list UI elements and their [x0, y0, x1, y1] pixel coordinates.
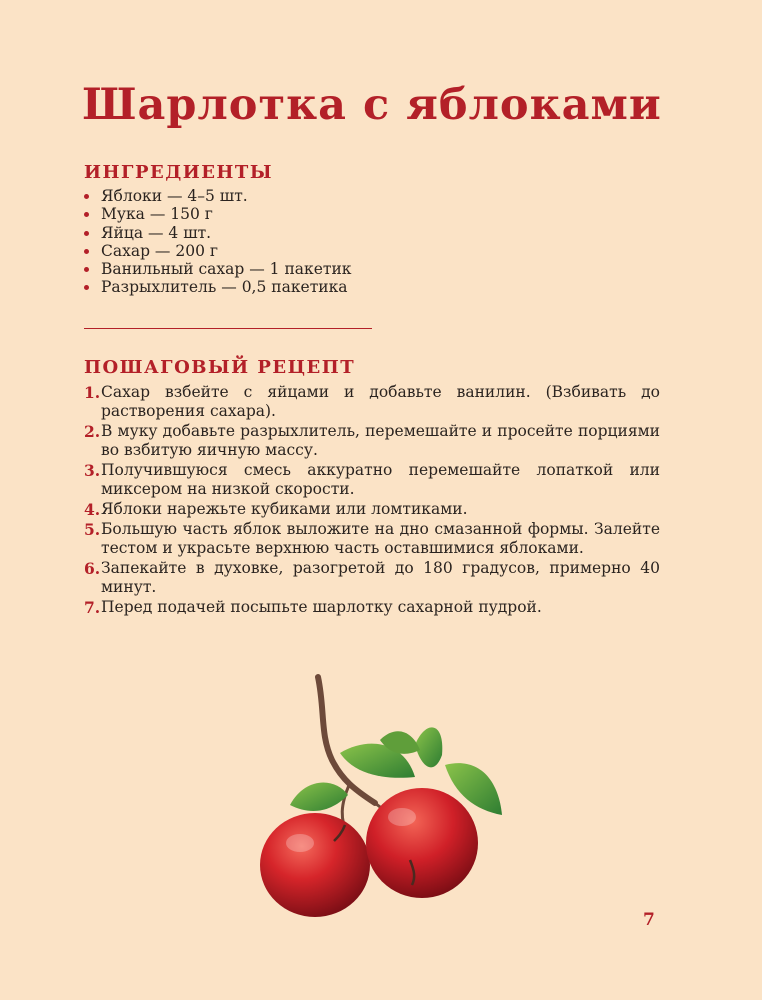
bullet-icon	[84, 231, 89, 236]
recipe-steps-list	[84, 383, 660, 618]
list-item	[84, 242, 352, 260]
step-number: 2.	[84, 422, 101, 441]
step-text: Получившуюся смесь аккуратно перемешайте лопаткой или миксером на низкой скорости.	[101, 461, 660, 498]
step-item	[84, 461, 660, 499]
page-title: Шарлотка с яблоками	[82, 80, 662, 130]
step-text: В муку добавьте разрыхлитель, перемешайте и просейте порциями во взбитую яичную массу.	[101, 422, 660, 459]
ingredient-text: Разрыхлитель — 0,5 пакетика	[101, 278, 348, 297]
page-number: 7	[643, 910, 655, 930]
step-item	[84, 500, 660, 519]
list-item	[84, 205, 352, 223]
step-number: 4.	[84, 500, 101, 519]
step-number: 7.	[84, 598, 101, 617]
step-number: 5.	[84, 520, 101, 539]
step-item	[84, 520, 660, 558]
step-number: 3.	[84, 461, 101, 480]
section-divider	[84, 328, 372, 329]
ingredient-text: Сахар — 200 г	[101, 241, 218, 260]
bullet-icon	[84, 194, 89, 199]
step-number: 6.	[84, 559, 101, 578]
step-text: Сахар взбейте с яйцами и добавьте ванилин. (Взбивать до растворения сахара).	[101, 383, 660, 420]
step-item	[84, 383, 660, 421]
list-item	[84, 278, 352, 296]
step-text: Перед подачей посыпьте шарлотку сахарной пудрой.	[101, 598, 542, 616]
ingredient-text: Ванильный сахар — 1 пакетик	[101, 260, 352, 279]
step-item	[84, 422, 660, 460]
bullet-icon	[84, 285, 89, 290]
bullet-icon	[84, 267, 89, 272]
recipe-heading: ПОШАГОВЫЙ РЕЦЕПТ	[84, 357, 356, 378]
ingredients-list	[84, 187, 352, 297]
list-item	[84, 260, 352, 278]
bullet-icon	[84, 249, 89, 254]
ingredient-text: Мука — 150 г	[101, 205, 213, 224]
ingredient-text: Яйца — 4 шт.	[101, 223, 212, 242]
step-text: Яблоки нарежьте кубиками или ломтиками.	[101, 500, 468, 518]
ingredient-text: Яблоки — 4–5 шт.	[101, 187, 248, 205]
ingredients-heading: ИНГРЕДИЕНТЫ	[84, 162, 273, 183]
step-text: Запекайте в духовке, разогретой до 180 градусов, примерно 40 минут.	[101, 559, 660, 596]
list-item	[84, 224, 352, 242]
step-number: 1.	[84, 383, 101, 402]
step-item	[84, 598, 660, 617]
bullet-icon	[84, 212, 89, 217]
step-item	[84, 559, 660, 597]
step-text: Большую часть яблок выложите на дно смазанной формы. Залейте тестом и украсьте верхнюю часть оставшимися яблоками.	[101, 520, 660, 557]
apples-illustration	[230, 665, 540, 930]
list-item	[84, 187, 352, 205]
